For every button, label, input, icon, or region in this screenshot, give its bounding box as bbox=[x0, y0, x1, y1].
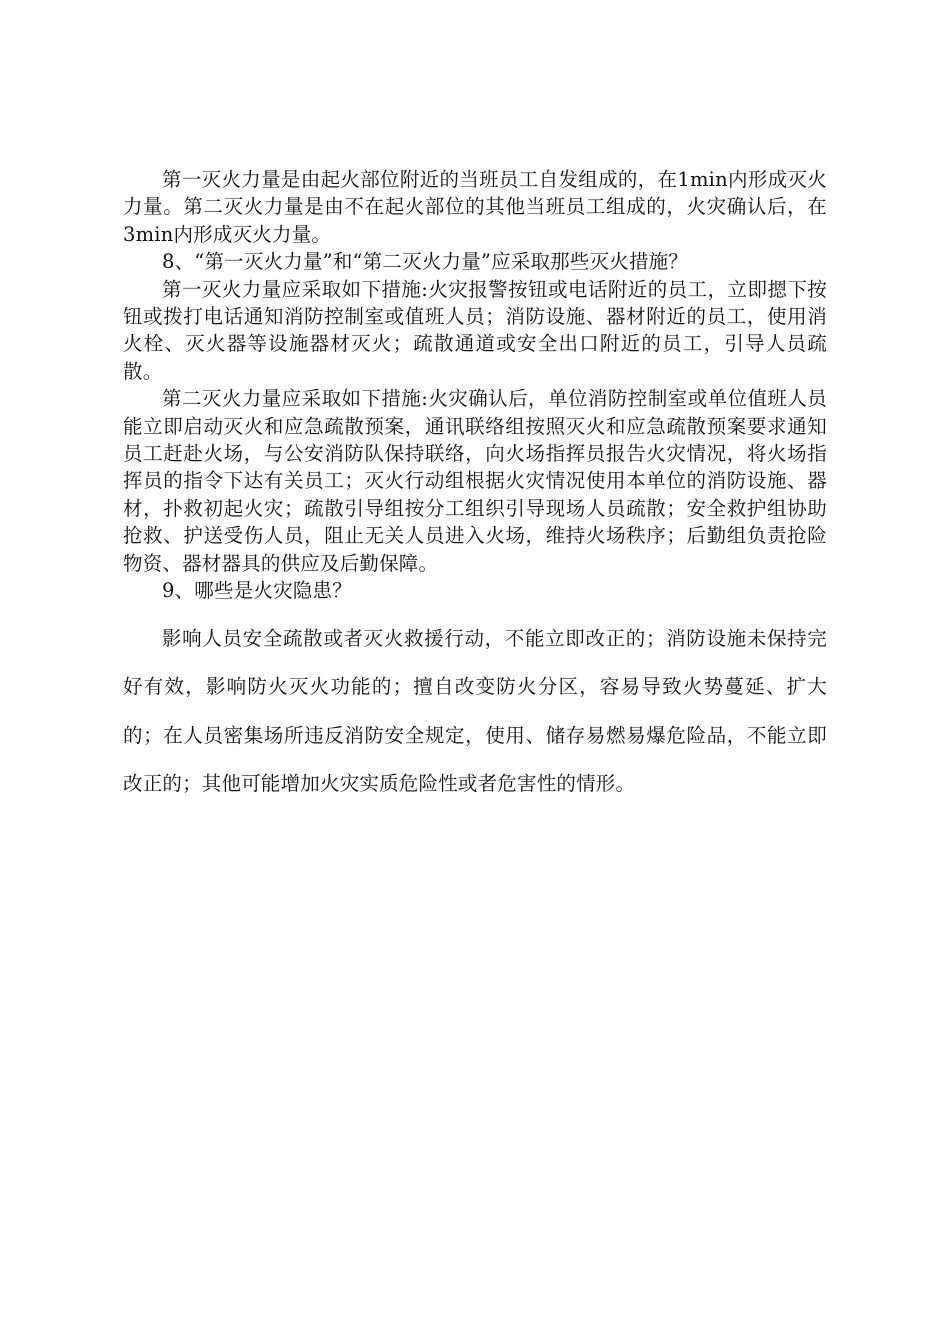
question-8-heading: 8、“第一灭火力量”和“第二灭火力量”应采取那些灭火措施？ bbox=[162, 250, 689, 274]
paragraph-first-force-measures: 第一灭火力量应采取如下措施:火灾报警按钮或电话附近的员工，立即摁下按钮或拨打电话通知消防控制室或值班人员；消防设施、器材附近的员工，使用消火栓、灭火器等设施器材灭火；疏散通道或安全出口附近的员工，引导人员疏散。 bbox=[123, 277, 827, 383]
paragraph-first-force-definition: 第一灭火力量是由起火部位附近的当班员工自发组成的，在1min内形成灭火力量。第二灭火力量是由不在起火部位的其他当班员工组成的，火灾确认后，在3min内形成灭火力量。 bbox=[123, 168, 827, 246]
document-body bbox=[123, 166, 827, 809]
paragraph-second-force-measures: 第二灭火力量应采取如下措施:火灾确认后，单位消防控制室或单位值班人员能立即启动灭火和应急疏散预案，通讯联络组按照灭火和应急疏散预案要求通知员工赶赴火场，与公安消防队保持联络，向火场指挥员报告火灾情况，将火场指挥员的指令下达有关员工；灭火行动组根据火灾情况使用本单位的消防设施、器材，扑救初起火灾；疏散引导组按分工组织引导现场人员疏散；安全救护组协助抢救、护送受伤人员，阻止无关人员进入火场，维持火场秩序；后勤组负责抢险物资、器材器具的供应及后勤保障。 bbox=[123, 387, 827, 575]
question-9-heading: 9、哪些是火灾隐患？ bbox=[162, 579, 352, 603]
paragraph-fire-hazards: 影响人员安全疏散或者灭火救援行动，不能立即改正的；消防设施未保持完好有效，影响防火灭火功能的；擅自改变防火分区，容易导致火势蔓延、扩大的；在人员密集场所违反消防安全规定，使用、储存易燃易爆危险品，不能立即改正的；其他可能增加火灾实质危险性或者危害性的情形。 bbox=[123, 626, 827, 795]
